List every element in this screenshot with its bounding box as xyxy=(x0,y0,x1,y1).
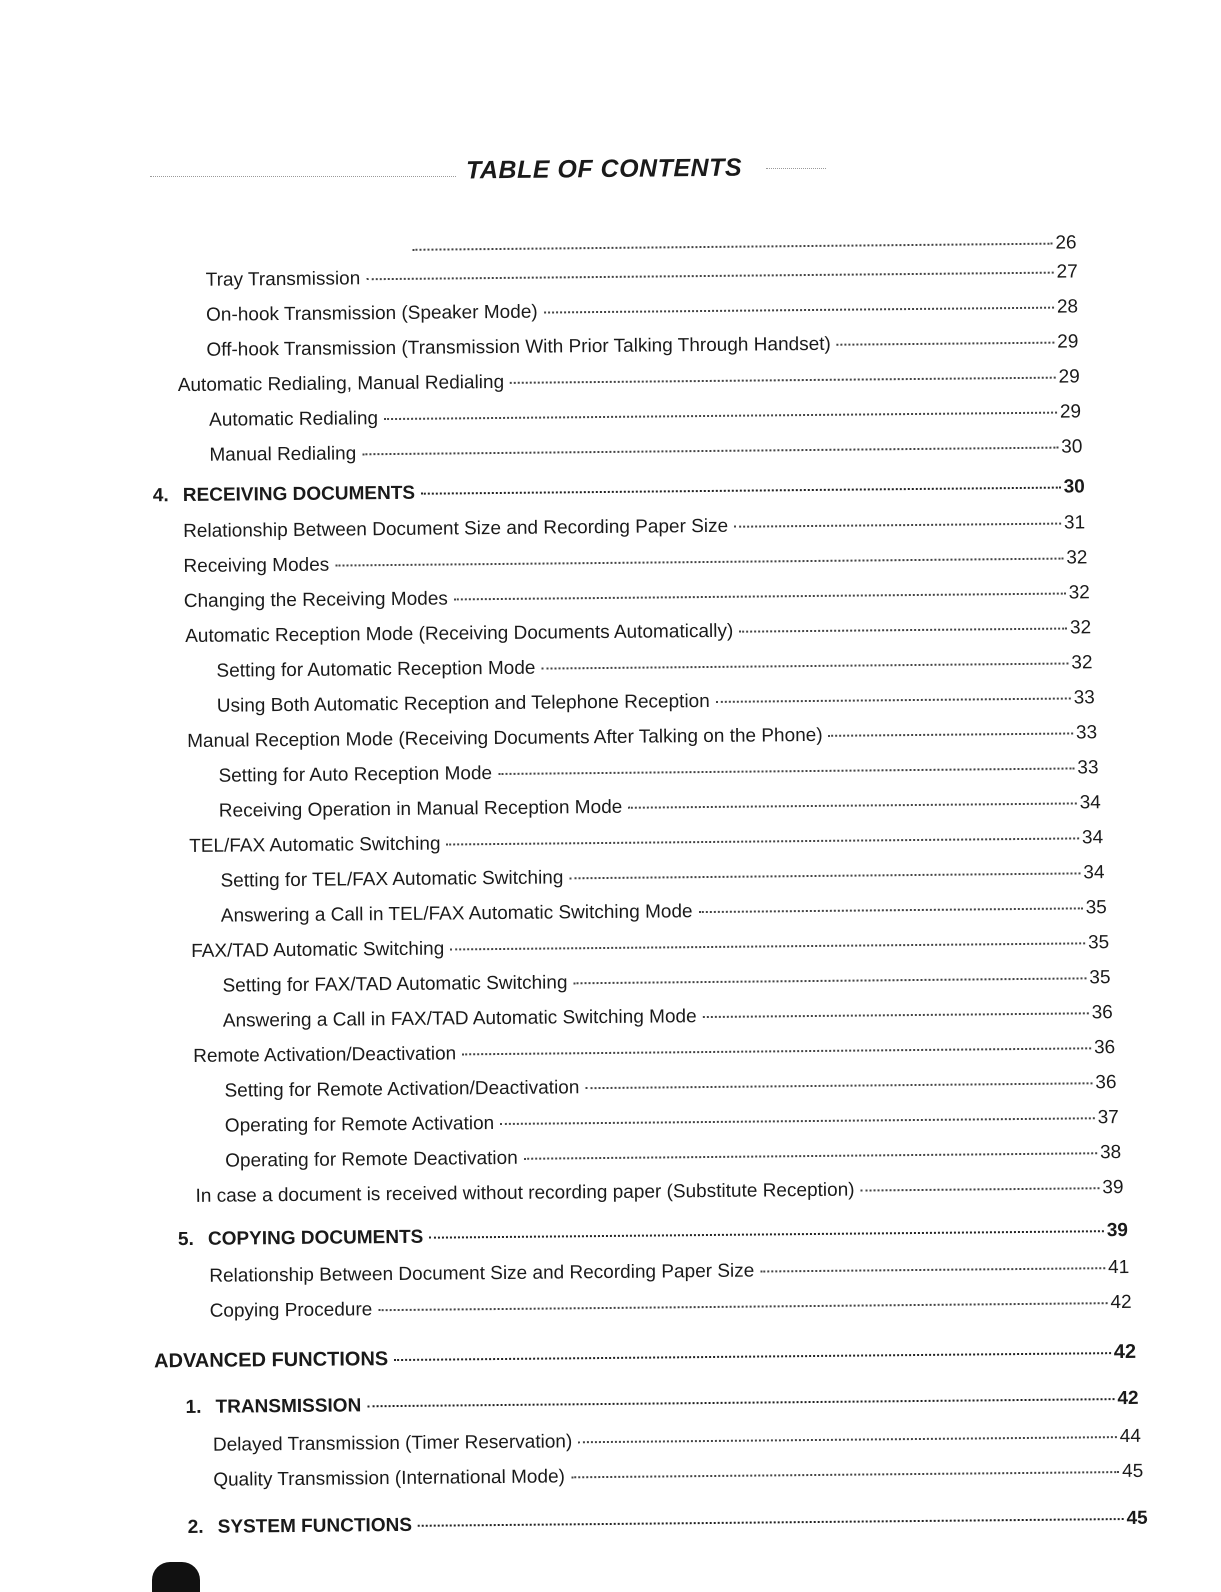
toc-entry-label: Automatic Redialing, Manual Redialing xyxy=(177,371,505,397)
dot-leader xyxy=(716,698,1071,703)
toc-page-number: 35 xyxy=(1089,967,1111,989)
dot-leader xyxy=(367,1398,1114,1407)
toc-page-number: 45 xyxy=(1126,1507,1148,1530)
toc-entry-label: Tray Transmission xyxy=(205,268,361,291)
toc-page-number: 37 xyxy=(1097,1107,1119,1129)
toc-entry[interactable] xyxy=(224,1071,1116,1104)
toc-page-number: 32 xyxy=(1066,547,1088,569)
page-title: TABLE OF CONTENTS xyxy=(465,153,743,185)
toc-section-entry[interactable] xyxy=(185,1387,1138,1420)
toc-entry-label: On-hook Transmission (Speaker Mode) xyxy=(205,301,538,326)
toc-page-number: 32 xyxy=(1068,582,1090,604)
toc-entry[interactable] xyxy=(206,330,1078,362)
toc-page-number: 34 xyxy=(1079,792,1101,814)
toc-entry[interactable] xyxy=(222,966,1110,999)
dot-leader xyxy=(837,342,1054,346)
dot-leader xyxy=(384,412,1057,420)
dot-leader xyxy=(362,447,1058,456)
dot-leader xyxy=(447,837,1080,845)
toc-entry[interactable] xyxy=(206,260,1078,292)
toc-page-number: 42 xyxy=(1110,1291,1132,1314)
dot-leader xyxy=(703,1012,1089,1018)
toc-entry-label: Automatic Reception Mode (Receiving Documents Automatically) xyxy=(185,620,734,648)
dot-leader xyxy=(335,558,1063,567)
toc-section-number: 5. xyxy=(177,1228,194,1251)
toc-entry[interactable] xyxy=(184,581,1090,614)
toc-entry[interactable] xyxy=(221,896,1107,929)
toc-entry[interactable] xyxy=(213,1425,1141,1458)
dot-leader xyxy=(412,243,1052,251)
toc-section-entry[interactable] xyxy=(188,1507,1148,1540)
toc-entry[interactable] xyxy=(183,511,1085,544)
toc-page-number: 36 xyxy=(1095,1072,1117,1094)
toc-entry[interactable] xyxy=(223,1001,1113,1034)
toc-entry[interactable] xyxy=(220,861,1104,893)
toc-page-number: 39 xyxy=(1102,1177,1124,1199)
dot-leader xyxy=(578,1436,1116,1443)
toc-entry[interactable] xyxy=(187,721,1097,754)
dot-leader xyxy=(628,802,1076,808)
dot-leader xyxy=(510,377,1055,384)
toc-page-number: 30 xyxy=(1063,476,1085,498)
toc-entry[interactable] xyxy=(210,1291,1132,1324)
toc-entry-label: Relationship Between Document Size and Recording Paper Size xyxy=(183,515,729,543)
dot-leader xyxy=(734,523,1061,528)
toc-entry-label: Receiving Operation in Manual Reception Mode xyxy=(218,796,623,822)
toc-page-number: 29 xyxy=(1058,366,1080,388)
toc-entry-label: Using Both Automatic Reception and Telephone Reception xyxy=(216,690,710,717)
toc-page-number: 32 xyxy=(1071,652,1093,674)
dot-leader xyxy=(585,1082,1092,1089)
toc-entry-label: SYSTEM FUNCTIONS xyxy=(217,1514,413,1538)
toc-entry-label: In case a document is received without recording paper (Substitute Reception) xyxy=(195,1179,855,1207)
toc-entry-label: Operating for Remote Activation xyxy=(224,1113,495,1137)
page-tab-marker xyxy=(152,1562,200,1592)
toc-entry-label: Off-hook Transmission (Transmission With Prior Talking Through Handset) xyxy=(206,333,831,361)
toc-entry[interactable] xyxy=(185,616,1091,649)
toc-section-number: 2. xyxy=(187,1516,204,1539)
toc-section-entry[interactable] xyxy=(153,475,1085,508)
toc-entry[interactable] xyxy=(209,435,1082,467)
toc-entry-label: Receiving Modes xyxy=(183,554,330,578)
toc-entry-label: Manual Redialing xyxy=(209,443,357,466)
toc-page-number: 26 xyxy=(1055,232,1077,254)
dot-leader xyxy=(421,487,1061,495)
toc-section-number: 4. xyxy=(152,485,169,507)
toc-entry-label: Relationship Between Document Size and Recording Paper Size xyxy=(209,1260,755,1287)
dot-leader xyxy=(699,907,1083,913)
toc-entry[interactable] xyxy=(178,365,1080,398)
toc-entry[interactable] xyxy=(216,651,1092,683)
toc-page-number: 35 xyxy=(1085,897,1107,919)
toc-page-number: 35 xyxy=(1087,932,1110,954)
toc-chapter-entry[interactable] xyxy=(154,1340,1136,1373)
toc-entry-label: COPYING DOCUMENTS xyxy=(207,1226,424,1250)
dot-leader xyxy=(454,593,1066,601)
toc-page-number: 45 xyxy=(1121,1460,1144,1483)
toc-entry-label: ADVANCED FUNCTIONS xyxy=(154,1348,389,1373)
dot-leader xyxy=(541,663,1068,670)
toc-page-number: 36 xyxy=(1091,1002,1113,1024)
dot-leader xyxy=(498,767,1074,775)
toc-page-number: 27 xyxy=(1056,261,1078,283)
toc-page-number: 41 xyxy=(1108,1256,1130,1279)
dot-leader xyxy=(462,1047,1091,1055)
toc-entry[interactable] xyxy=(213,1460,1143,1493)
toc-entry[interactable] xyxy=(219,791,1101,823)
dot-leader xyxy=(418,1518,1124,1527)
toc-page-number: 31 xyxy=(1063,512,1086,534)
dot-leader xyxy=(571,1471,1119,1478)
toc-entry-label: Setting for Remote Activation/Deactivation xyxy=(224,1077,580,1102)
toc-entry-label: Answering a Call in FAX/TAD Automatic Switching Mode xyxy=(222,1006,697,1032)
toc-entry-label: Operating for Remote Deactivation xyxy=(225,1147,518,1172)
toc-page-number: 33 xyxy=(1077,757,1099,779)
toc-page-number: 34 xyxy=(1081,827,1104,849)
toc-entry[interactable] xyxy=(193,1036,1115,1069)
toc-entry-label: TRANSMISSION xyxy=(215,1395,362,1418)
dot-leader xyxy=(450,942,1085,950)
dot-leader xyxy=(394,1352,1111,1361)
toc-entry-label: Quality Transmission (International Mode) xyxy=(213,1466,566,1491)
toc-section-entry[interactable] xyxy=(178,1219,1128,1252)
toc-page-number: 29 xyxy=(1059,401,1082,423)
toc-page-number: 30 xyxy=(1061,436,1083,458)
toc-entry-label: Delayed Transmission (Timer Reservation) xyxy=(212,1431,573,1456)
toc-entry[interactable] xyxy=(183,546,1087,579)
toc-entry-label: FAX/TAD Automatic Switching xyxy=(191,938,445,962)
toc-entry[interactable] xyxy=(225,1106,1119,1139)
dot-leader xyxy=(861,1187,1100,1191)
toc-entry-label: Automatic Redialing xyxy=(208,408,379,431)
dot-leader xyxy=(739,628,1067,633)
dot-leader xyxy=(569,872,1080,879)
toc-page-number: 34 xyxy=(1083,862,1105,884)
dot-leader xyxy=(378,1302,1107,1311)
toc-page-number: 33 xyxy=(1075,722,1098,744)
toc-page-number: 42 xyxy=(1113,1340,1137,1364)
toc-entry-label: Copying Procedure xyxy=(209,1299,373,1322)
dot-leader xyxy=(573,977,1086,984)
toc-entry[interactable] xyxy=(209,1256,1129,1289)
toc-entry[interactable] xyxy=(218,756,1098,788)
toc-entry-label: Manual Reception Mode (Receiving Documents After Talking on the Phone) xyxy=(187,724,823,752)
toc-entry-label: Remote Activation/Deactivation xyxy=(193,1043,457,1067)
toc-entry-label: Setting for FAX/TAD Automatic Switching xyxy=(222,972,568,997)
toc-entry[interactable] xyxy=(225,1141,1121,1174)
toc-page-number: 28 xyxy=(1056,296,1079,318)
toc-page-number: 32 xyxy=(1069,617,1092,639)
toc-page-number: 39 xyxy=(1106,1219,1129,1242)
dot-leader xyxy=(429,1230,1103,1238)
dot-leader xyxy=(544,307,1054,314)
toc-page-number: 36 xyxy=(1093,1037,1116,1059)
toc-entry[interactable] xyxy=(191,931,1109,964)
toc-page-number: 38 xyxy=(1099,1142,1122,1164)
toc-entry-label: Setting for Auto Reception Mode xyxy=(218,763,493,787)
toc-entry[interactable] xyxy=(195,1176,1123,1209)
toc-entry-label: TEL/FAX Automatic Switching xyxy=(189,833,441,857)
toc-entry-label: Setting for TEL/FAX Automatic Switching xyxy=(220,867,564,892)
toc-entry[interactable] xyxy=(209,400,1081,432)
toc-page-number: 42 xyxy=(1117,1387,1139,1410)
toc-orphan-page xyxy=(412,232,1076,260)
dot-leader xyxy=(760,1267,1105,1272)
toc-page-number: 44 xyxy=(1119,1425,1141,1448)
dot-leader xyxy=(366,272,1053,281)
toc-entry-label: Answering a Call in TEL/FAX Automatic Switching Mode xyxy=(220,901,693,927)
toc-entry[interactable] xyxy=(189,826,1103,859)
toc-page-number: 29 xyxy=(1057,331,1079,353)
toc-page-number: 33 xyxy=(1073,687,1095,709)
toc-entry-label: Changing the Receiving Modes xyxy=(183,588,448,613)
dot-leader xyxy=(524,1152,1097,1160)
toc-entry[interactable] xyxy=(206,295,1078,327)
dot-leader xyxy=(500,1117,1095,1125)
toc-entry-label: RECEIVING DOCUMENTS xyxy=(182,482,416,507)
toc-entry-label: Setting for Automatic Reception Mode xyxy=(216,657,536,682)
toc-entry[interactable] xyxy=(217,686,1095,718)
dot-leader xyxy=(829,732,1073,736)
toc-section-number: 1. xyxy=(185,1396,202,1419)
